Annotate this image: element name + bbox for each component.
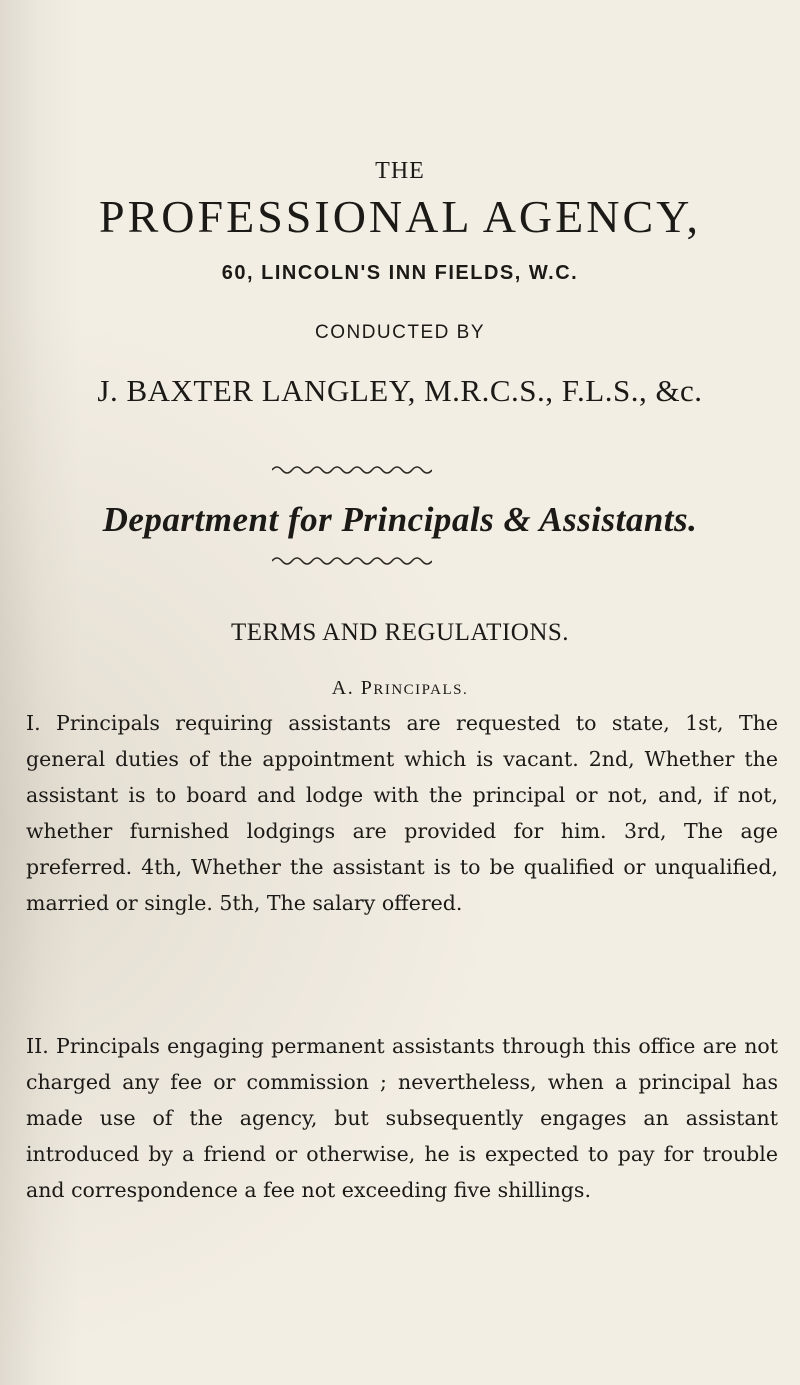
wavy-rule-ornament	[272, 464, 432, 476]
wavy-rule-ornament	[272, 555, 432, 567]
conductor-name: J. BAXTER LANGLEY, M.R.C.S., F.L.S., &c.	[97, 373, 703, 408]
department-heading: Department for Principals & Assistants.	[102, 500, 698, 539]
paragraph-principals-fees: II. Principals engaging permanent assistants through this office are not charged any fee or commission ; nevertheless, when a principal has made use of the agency, but subsequently engages an assistant introduced by a friend or otherwise, he is expected to pay for trouble and correspondence a fee not exceeding five shillings.	[26, 1034, 778, 1202]
conducted-by-label: CONDUCTED BY	[314, 322, 485, 343]
section-letter: A. P	[331, 677, 374, 699]
paragraph-principals-requirements: I. Principals requiring assistants are requested to state, 1st, The general duties of the appointment which is vacant. 2nd, Whether the assistant is to board and lodge with the principal or not, and, if not, whether furnished lodgings are provided for him. 3rd, The age preferred. 4th, Whether the assistant is to be qualified or unqualified, married or single. 5th, The salary offered.	[26, 711, 778, 915]
section-title: RINCIPALS.	[373, 682, 469, 698]
agency-title: PROFESSIONAL AGENCY,	[99, 191, 701, 242]
section-heading	[0, 677, 800, 700]
terms-heading: TERMS AND REGULATIONS.	[230, 619, 570, 646]
agency-address: 60, LINCOLN'S INN FIELDS, W.C.	[221, 262, 579, 284]
header-the: THE	[375, 158, 425, 184]
